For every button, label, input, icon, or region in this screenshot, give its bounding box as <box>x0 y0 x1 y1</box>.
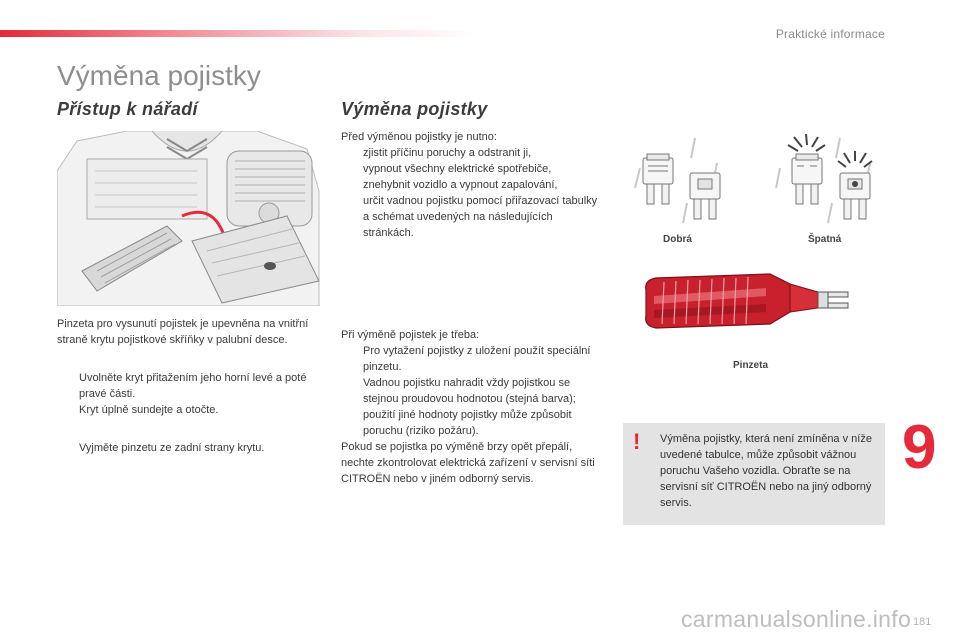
label-bad: Špatná <box>808 234 842 245</box>
chapter-number: 9 <box>902 413 937 482</box>
warning-text: Výměna pojistky, která není zmíněna v níže uvedené tabulce, může způsobit vážnou poruchu Vašeho vozidla. Obraťte se na servisní síť CITROËN nebo na jiný odborný servis. <box>660 433 872 509</box>
heading-tool-access: Přístup k nářadí <box>57 99 198 119</box>
during-replacement-block <box>341 327 606 487</box>
dashboard-fuse-cover-illustration <box>57 131 320 306</box>
remove-tweezers-step <box>57 440 319 456</box>
before-intro: Před výměnou pojistky je nutno: <box>341 131 497 143</box>
list-item: zjistit příčinu poruchy a odstranit ji, <box>363 147 532 159</box>
bad-fuses-illustration <box>770 133 885 228</box>
warning-box <box>623 423 885 525</box>
tool-location-text: Pinzeta pro vysunutí pojistek je upevněna na vnitřní straně krytu pojistkové skříňky v palubní desce. <box>57 318 309 346</box>
label-good: Dobrá <box>663 234 692 245</box>
watermark-text: carmanualsonline.info <box>681 606 912 632</box>
list-item: vypnout všechny elektrické spotřebiče, <box>363 163 552 175</box>
heading-fuse-replacement: Výměna pojistky <box>341 99 488 119</box>
list-item: znehybnit vozidlo a vypnout zapalování, <box>363 179 558 191</box>
closing-paragraph: Pokud se pojistka po výměně brzy opět přepálí, nechte zkontrolovat elektrická zařízení v servisní síti CITROËN nebo v jiném odborný servis. <box>341 441 595 485</box>
before-replacement-block <box>341 129 606 241</box>
list-item: Vadnou pojistku nahradit vždy pojistkou se stejnou proudovou hodnotou (stejná barva); použití jiné hodnoty pojistky může způsobit poruchu (riziko požáru). <box>363 377 576 437</box>
tweezers-illustration <box>640 262 855 352</box>
list-item: Vyjměte pinzetu ze zadní strany krytu. <box>79 442 265 454</box>
list-item: Kryt úplně sundejte a otočte. <box>79 404 219 416</box>
page-number: 181 <box>913 616 932 628</box>
top-accent-bar <box>0 30 480 37</box>
page-title: Výměna pojistky <box>57 60 261 91</box>
good-fuses-illustration <box>625 133 740 228</box>
label-tweezers: Pinzeta <box>733 360 769 371</box>
list-item: určit vadnou pojistku pomocí přiřazovací tabulky a schémat uvedených na následujících stránkách. <box>363 195 598 239</box>
section-header: Praktické informace <box>775 27 885 41</box>
list-item: Uvolněte kryt přitažením jeho horní levé a poté pravé části. <box>79 372 307 400</box>
list-item: Pro vytažení pojistky z uložení použít speciální pinzetu. <box>363 345 591 373</box>
warning-icon: ! <box>633 429 641 454</box>
during-intro: Při výměně pojistek je třeba: <box>341 329 480 341</box>
cover-steps-list <box>57 370 319 418</box>
